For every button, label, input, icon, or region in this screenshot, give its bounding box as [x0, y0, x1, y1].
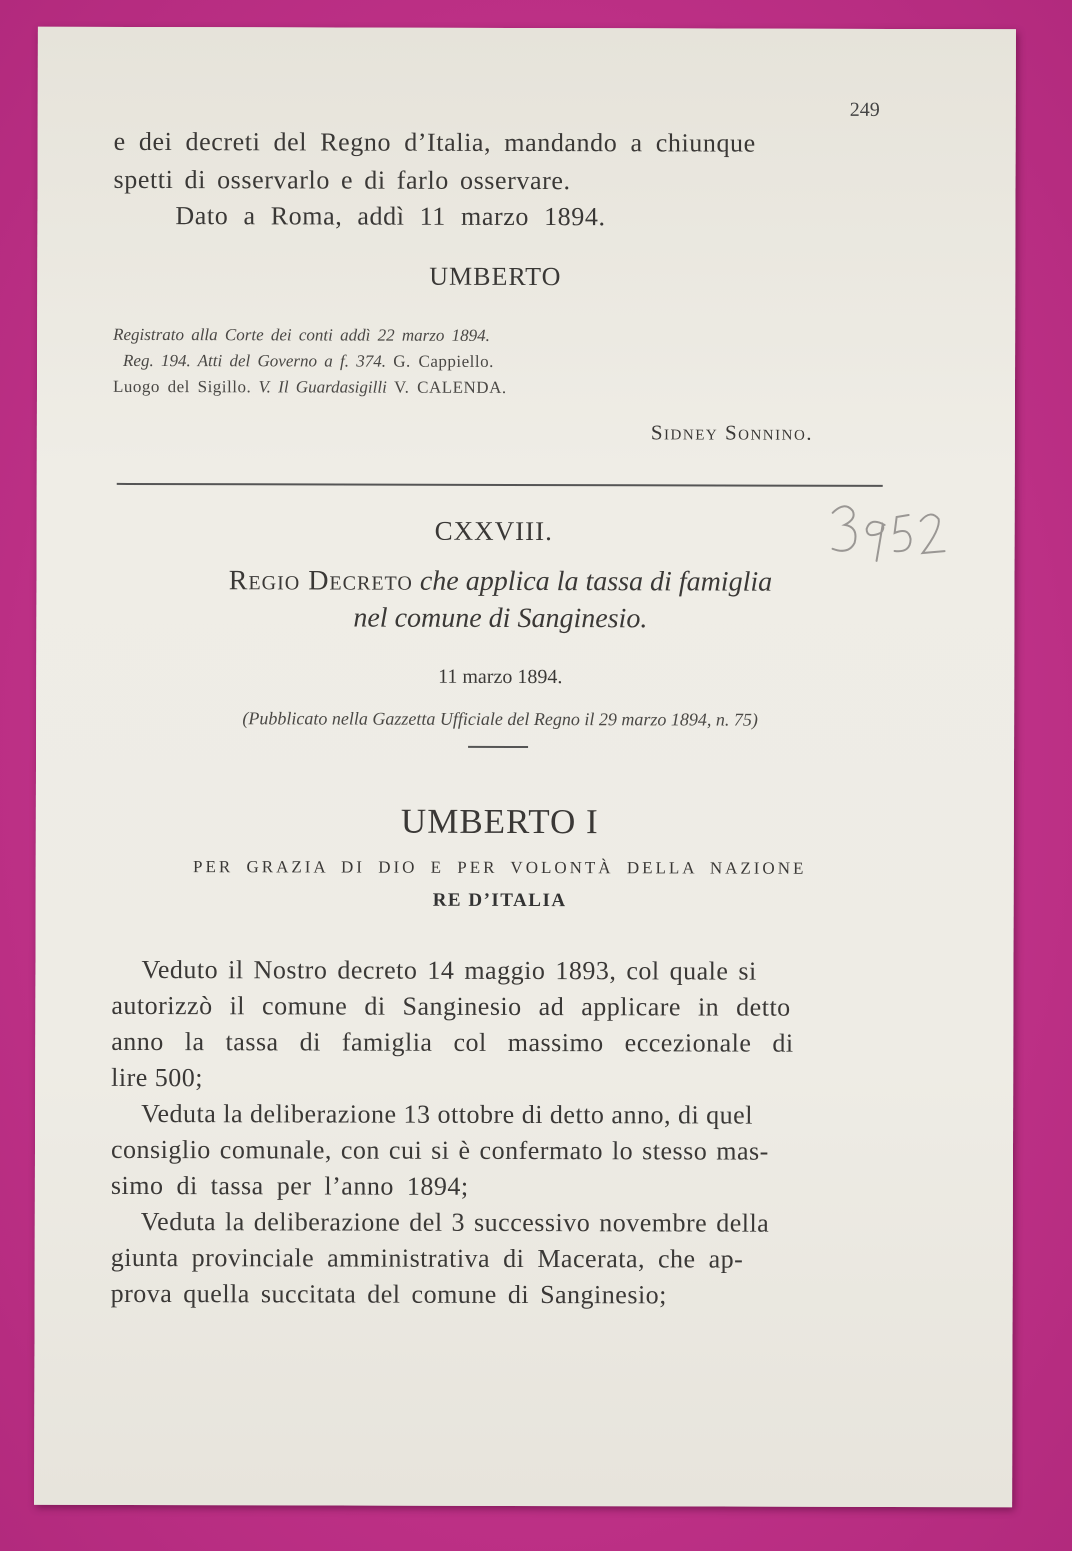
- body-line: lire 500;: [111, 1062, 204, 1093]
- king-signature: UMBERTO: [429, 261, 562, 292]
- pencil-digit-5: [895, 515, 911, 551]
- body-line: Veduto il Nostro decreto 14 maggio 1893, col quale si: [141, 954, 757, 986]
- decree-title-line-1: [36, 565, 964, 599]
- sovereign-title: RE D’ITALIA: [432, 889, 567, 912]
- continuation-line-2: spetti di osservarlo e di farlo osservare.: [113, 164, 571, 196]
- continuation-line-1: e dei decreti del Regno d’Italia, mandando a chiunque: [113, 126, 756, 158]
- decree-title-line-2: nel comune di Sanginesio.: [353, 602, 648, 635]
- body-line: prova quella succitata del comune di Sanginesio;: [110, 1278, 667, 1310]
- sovereign-grace: PER GRAZIA DI DIO E PER VOLONTÀ DELLA NAZIONE: [193, 857, 807, 878]
- registration-line-2: [123, 351, 494, 372]
- handwritten-note: [827, 499, 947, 569]
- decree-type: Regio Decreto: [228, 565, 413, 597]
- page-number: 249: [849, 98, 880, 121]
- decree-date: 11 marzo 1894.: [438, 665, 563, 689]
- body-line: Veduta la deliberazione del 3 successivo novembre della: [140, 1206, 770, 1238]
- body-line: Veduta la deliberazione 13 ottobre di detto anno, di quel: [141, 1098, 754, 1130]
- sovereign-name: UMBERTO I: [400, 801, 599, 842]
- pencil-digit-2: [921, 514, 945, 553]
- decree-number: CXXVIII.: [434, 515, 553, 547]
- decree-subject-1: che applica la tassa di famiglia: [419, 565, 773, 598]
- seal-place: Luogo del Sigillo.: [112, 376, 252, 397]
- body-line: autorizzò il comune di Sanginesio ad applicare in detto: [111, 990, 791, 1022]
- registrar-name: G. Cappiello.: [393, 351, 494, 371]
- guardasigilli-name: V. CALENDA.: [394, 377, 507, 397]
- publication-note: (Pubblicato nella Gazzetta Ufficiale del Regno il 29 marzo 1894, n. 75): [242, 708, 758, 730]
- registration-line-3: [113, 377, 507, 398]
- registration-reference: Reg. 194. Atti del Governo a f. 374.: [123, 350, 386, 371]
- continuation-line-3: Dato a Roma, addì 11 marzo 1894.: [175, 201, 606, 232]
- short-divider: [468, 746, 528, 748]
- guardasigilli-label: V. Il Guardasigilli: [258, 377, 387, 397]
- document-page: [34, 27, 1016, 1508]
- body-line: giunta provinciale amministrativa di Macerata, che ap-: [110, 1242, 744, 1274]
- body-line: anno la tassa di famiglia col massimo eccezionale di: [111, 1026, 794, 1058]
- body-line: consiglio comunale, con cui si è confermato lo stesso mas-: [110, 1134, 769, 1166]
- registration-line-1: Registrato alla Corte dei conti addì 22 marzo 1894.: [113, 324, 490, 345]
- pencil-digit-3: [833, 506, 856, 551]
- body-line: simo di tassa per l’anno 1894;: [110, 1170, 469, 1201]
- pencil-digit-9: [867, 522, 885, 561]
- section-divider: [117, 483, 883, 487]
- minister-signature: Sidney Sonnino.: [650, 420, 814, 445]
